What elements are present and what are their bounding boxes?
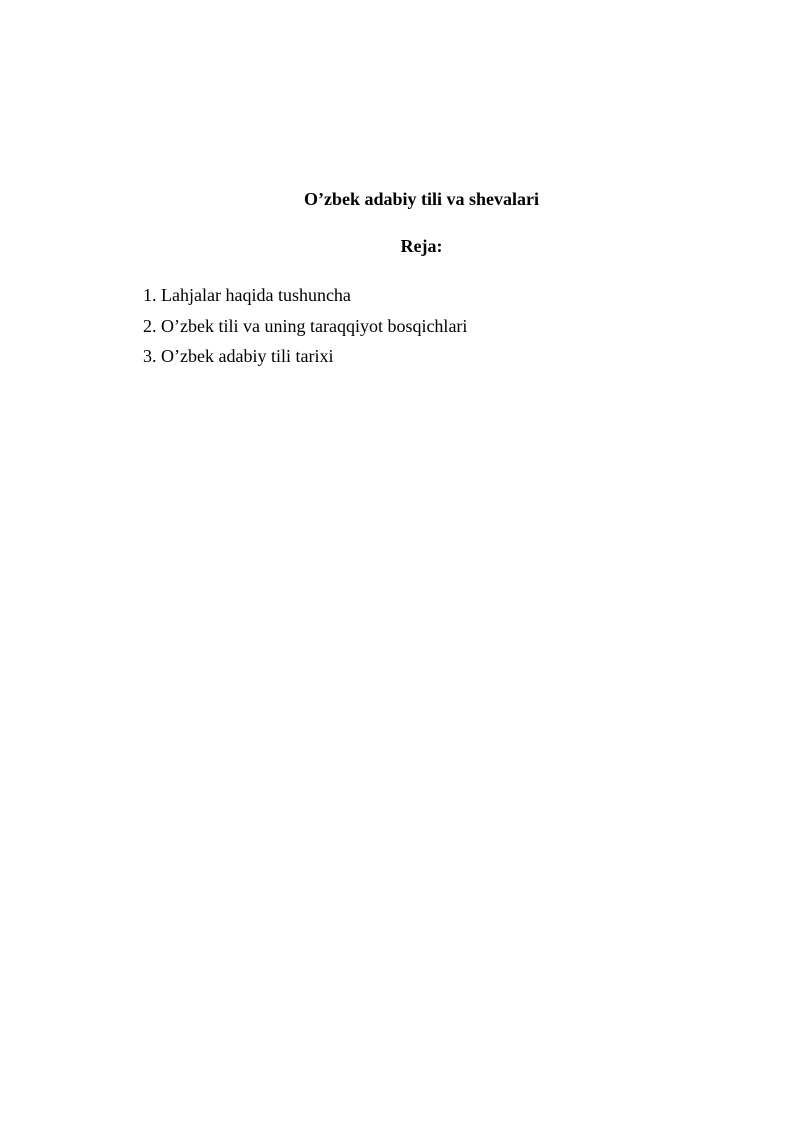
plan-heading: Reja:	[400, 236, 443, 256]
document-title: O’zbek adabiy tili va shevalari	[303, 189, 539, 209]
plan-item: 2. O’zbek tili va uning taraqqiyot bosqichlari	[143, 315, 468, 336]
plan-list	[143, 280, 467, 372]
plan-item: 3. O’zbek adabiy tili tarixi	[143, 346, 334, 366]
plan-item: 1. Lahjalar haqida tushuncha	[143, 285, 351, 305]
